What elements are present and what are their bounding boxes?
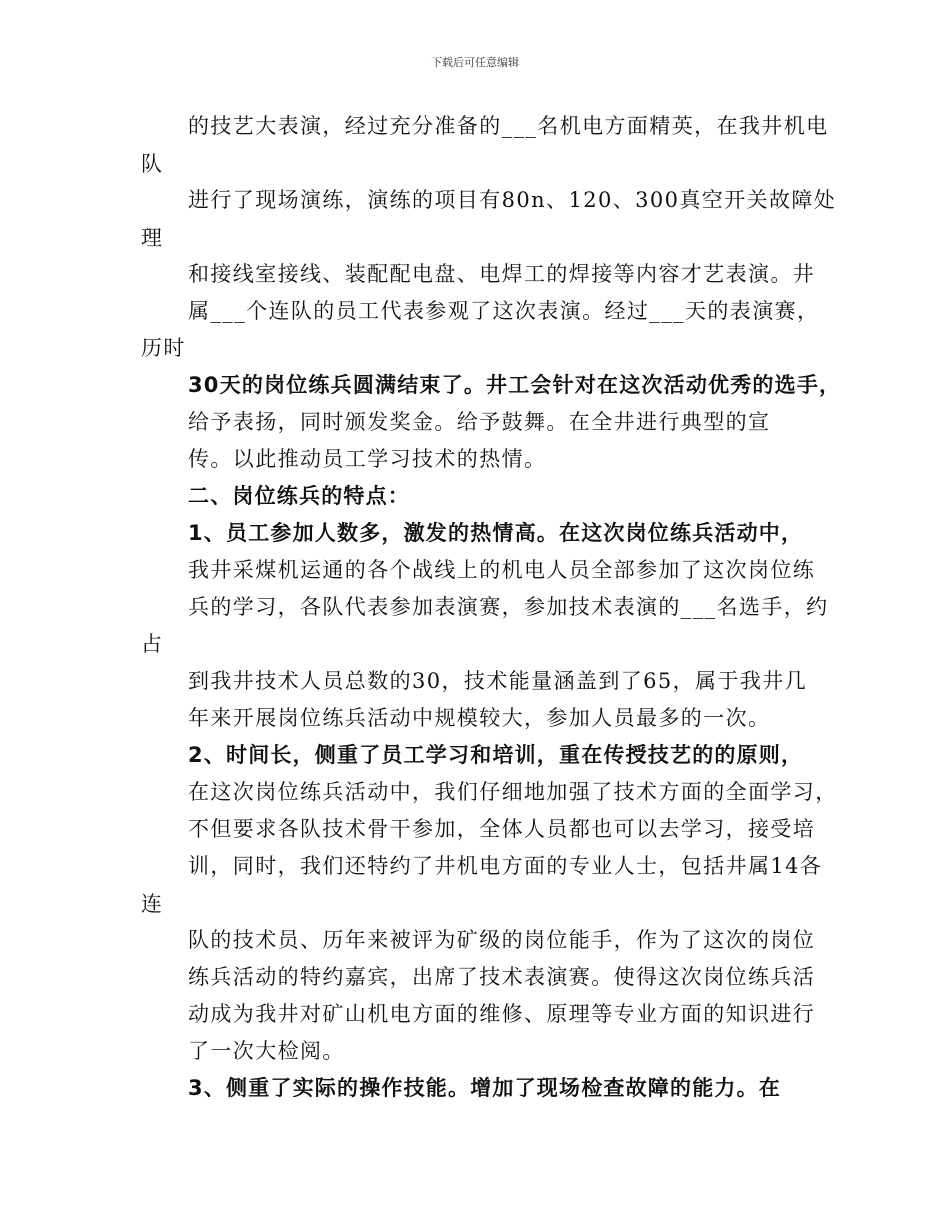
body-line: 到我井技术人员总数的30，技术能量涵盖到了65，属于我井几 — [188, 669, 808, 693]
body-line: 的技艺大表演，经过充分准备的___名机电方面精英，在我井机电 — [188, 114, 829, 138]
body-line: 动成为我井对矿山机电方面的维修、原理等专业方面的知识进行 — [188, 1002, 816, 1026]
body-line: 训，同时，我们还特约了井机电方面的专业人士，包括井属14各 — [188, 854, 823, 878]
body-line: 队的技术员、历年来被评为矿级的岗位能手，作为了这次的岗位 — [188, 928, 816, 952]
body-line: 给予表扬，同时颁发奖金。给予鼓舞。在全井进行典型的宣 — [188, 410, 771, 434]
body-line: 和接线室接线、装配配电盘、电焊工的焊接等内容才艺表演。井 — [188, 262, 816, 286]
body-line: 不但要求各队技术骨干参加，全体人员都也可以去学习，接受培 — [188, 817, 816, 841]
body-line: 进行了现场演练，演练的项目有80n、120、300真空开关故障处 — [188, 188, 837, 212]
body-line: 了一次大检阅。 — [188, 1039, 345, 1063]
body-line: 练兵活动的特约嘉宾，出席了技术表演赛。使得这次岗位练兵活 — [188, 965, 816, 989]
point-heading-1: 1、员工参加人数多，激发的热情高。在这次岗位练兵活动中， — [188, 521, 804, 545]
point-heading-2: 2、时间长，侧重了员工学习和培训，重在传授技艺的的原则， — [188, 743, 804, 767]
body-line: 属___个连队的员工代表参观了这次表演。经过___天的表演赛， — [188, 299, 820, 323]
body-line: 连 — [141, 892, 164, 916]
body-line: 历时 — [141, 336, 186, 360]
body-line: 传。以此推动员工学习技术的热情。 — [188, 447, 547, 471]
body-line: 兵的学习，各队代表参加表演赛，参加技术表演的___名选手，约 — [188, 595, 829, 619]
body-line: 理 — [141, 226, 164, 250]
section-heading: 二、岗位练兵的特点： — [188, 484, 410, 508]
body-line: 在这次岗位练兵活动中，我们仔细地加强了技术方面的全面学习， — [188, 780, 838, 804]
body-line: 队 — [141, 152, 164, 176]
body-line-bold: 30天的岗位练兵圆满结束了。井工会针对在这次活动优秀的选手， — [188, 373, 842, 397]
body-line: 我井采煤机运通的各个战线上的机电人员全部参加了这次岗位练 — [188, 558, 816, 582]
body-line: 占 — [141, 632, 164, 656]
body-line: 年来开展岗位练兵活动中规模较大，参加人员最多的一次。 — [188, 706, 771, 730]
page-header-note: 下载后可任意编辑 — [431, 56, 519, 69]
point-heading-3: 3、侧重了实际的操作技能。增加了现场检查故障的能力。在 — [188, 1076, 782, 1100]
